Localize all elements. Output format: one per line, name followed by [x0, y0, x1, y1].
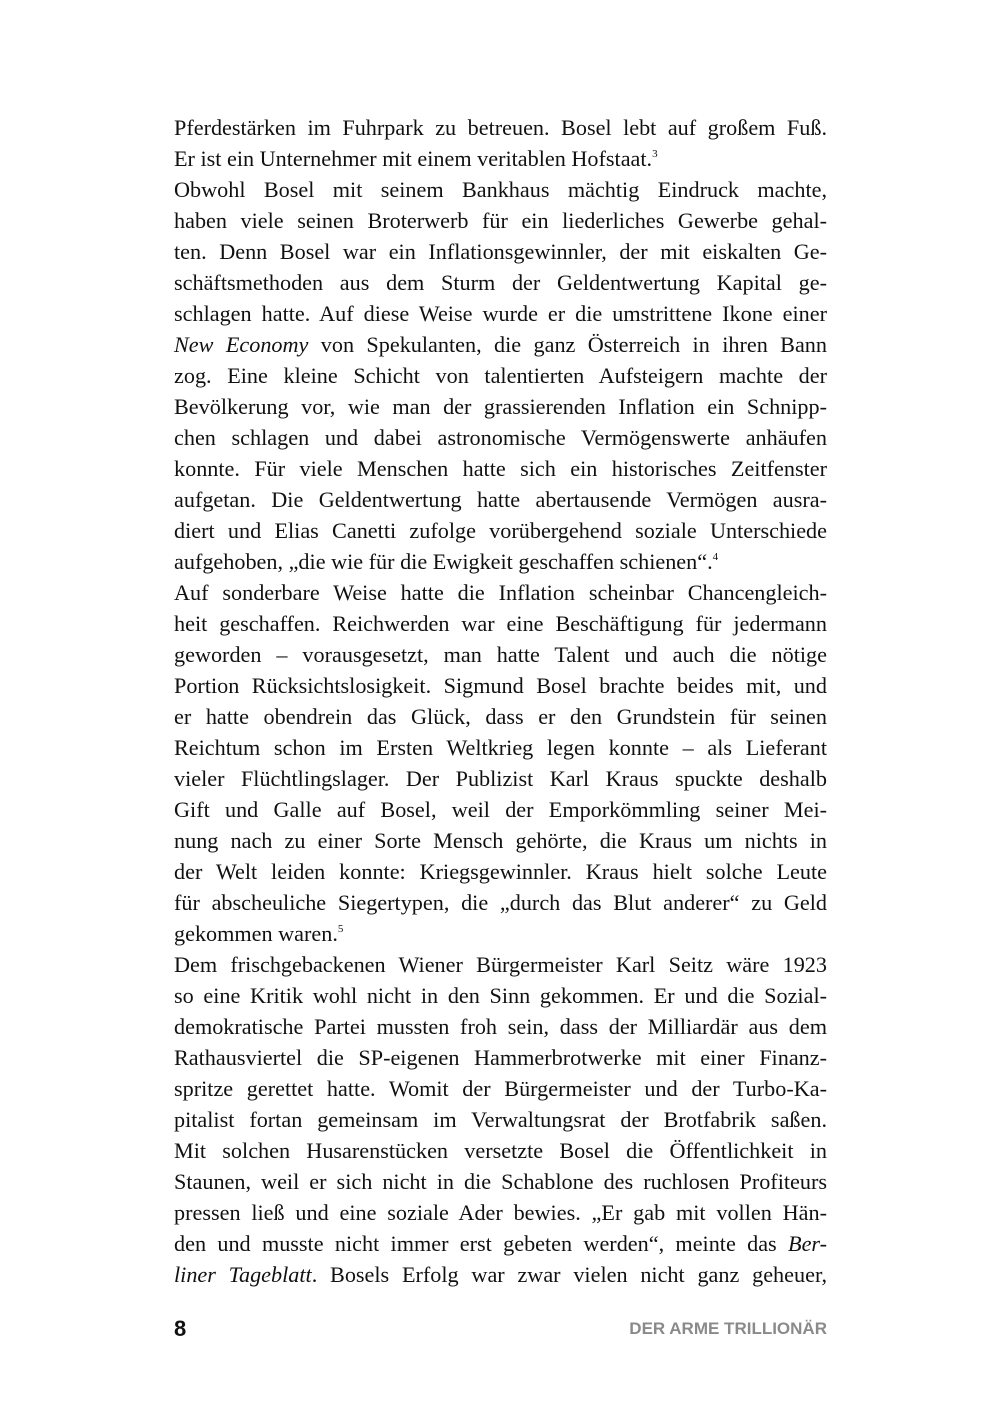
text-line: Er ist ein Unternehmer mit einem veritablen Hofstaat.$^3$ — [174, 146, 658, 171]
text-line: Rathausviertel die SP-eigenen Hammerbrotwerke mit einer Finanz- — [174, 1045, 827, 1070]
text-line: heit geschaffen. Reichwerden war eine Beschäftigung für jedermann — [174, 611, 827, 636]
text-line: Pferdestärken im Fuhrpark zu betreuen. Bosel lebt auf großem Fuß. — [174, 115, 827, 140]
running-title: DER ARME TRILLIONÄR — [629, 1319, 827, 1338]
text-line: Reichtum schon im Ersten Weltkrieg legen konnte – als Lieferant — [174, 735, 827, 760]
text-line: Gift und Galle auf Bosel, weil der Emporkömmling seiner Mei- — [174, 797, 827, 822]
text-line: Obwohl Bosel mit seinem Bankhaus mächtig Eindruck machte, — [174, 177, 827, 202]
body-text — [174, 112, 827, 1290]
text-line: Bevölkerung vor, wie man der grassierenden Inflation ein Schnipp- — [174, 394, 827, 419]
text-line: Mit solchen Husarenstücken versetzte Bosel die Öffentlichkeit in — [174, 1138, 827, 1163]
text-line: Auf sonderbare Weise hatte die Inflation scheinbar Chancengleich- — [174, 580, 827, 605]
text-line: liner Tageblatt. Bosels Erfolg war zwar vielen nicht ganz geheuer, — [174, 1262, 827, 1287]
italic-term: Ber- — [788, 1231, 827, 1256]
paragraph-2 — [174, 174, 827, 577]
text-line: ten. Denn Bosel war ein Inflationsgewinnler, der mit eiskalten Ge- — [174, 239, 827, 264]
footnote-marker: 3 — [652, 148, 658, 160]
text-line: nung nach zu einer Sorte Mensch gehörte, die Kraus um nichts in — [174, 828, 827, 853]
text-line: Staunen, weil er sich nicht in die Schablone des ruchlosen Profiteurs — [174, 1169, 827, 1194]
text-line: so eine Kritik wohl nicht in den Sinn gekommen. Er und die Sozial- — [174, 983, 827, 1008]
footnote-marker: 5 — [337, 923, 344, 935]
text-line: geworden – vorausgesetzt, man hatte Talent und auch die nötige — [174, 642, 827, 667]
text-line: demokratische Partei mussten froh sein, dass der Milliardär aus dem — [174, 1014, 827, 1039]
text-line: diert und Elias Canetti zufolge vorübergehend soziale Unterschiede — [174, 518, 827, 543]
paragraph-4 — [174, 949, 827, 1290]
text-line: Portion Rücksichtslosigkeit. Sigmund Bosel brachte beides mit, und — [174, 673, 827, 698]
text-line: vieler Flüchtlingslager. Der Publizist Karl Kraus spuckte deshalb — [174, 766, 827, 791]
text-line: schlagen hatte. Auf diese Weise wurde er die umstrittene Ikone einer — [174, 301, 827, 326]
text-line: pitalist fortan gemeinsam im Verwaltungsrat der Brotfabrik saßen. — [174, 1107, 827, 1132]
text-line: er hatte obendrein das Glück, dass er den Grundstein für seinen — [174, 704, 827, 729]
italic-term: liner Tageblatt — [174, 1262, 312, 1287]
italic-term: New Economy — [174, 332, 309, 357]
text-line: haben viele seinen Broterwerb für ein liederliches Gewerbe gehal- — [174, 208, 827, 233]
text-line: konnte. Für viele Menschen hatte sich ein historisches Zeitfenster — [174, 456, 827, 481]
text-line: der Welt leiden konnte: Kriegsgewinnler. Kraus hielt solche Leute — [174, 859, 827, 884]
page-number: 8 — [174, 1316, 187, 1341]
text-line: pressen ließ und eine soziale Ader bewies. „Er gab mit vollen Hän- — [174, 1200, 827, 1225]
text-line: gekommen waren.$^5$ — [174, 921, 344, 946]
text-line: New Economy von Spekulanten, die ganz Österreich in ihren Bann — [174, 332, 827, 357]
text-line: Dem frischgebackenen Wiener Bürgermeister Karl Seitz wäre 1923 — [174, 952, 827, 977]
text-line: spritze gerettet hatte. Womit der Bürgermeister und der Turbo-Ka- — [174, 1076, 827, 1101]
text-line: aufgehoben, „die wie für die Ewigkeit geschaffen schienen“.$^4$ — [174, 549, 719, 574]
paragraph-3 — [174, 577, 827, 949]
text-line: aufgetan. Die Geldentwertung hatte abertausende Vermögen ausra- — [174, 487, 827, 512]
text-line: den und musste nicht immer erst gebeten werden“, meinte das Ber- — [174, 1231, 827, 1256]
text-line: schäftsmethoden aus dem Sturm der Geldentwertung Kapital ge- — [174, 270, 827, 295]
text-line: für abscheuliche Siegertypen, die „durch das Blut anderer“ zu Geld — [174, 890, 827, 915]
text-line: chen schlagen und dabei astronomische Vermögenswerte anhäufen — [174, 425, 827, 450]
footnote-marker: 4 — [712, 551, 719, 563]
text-line: zog. Eine kleine Schicht von talentierten Aufsteigern machte der — [174, 363, 827, 388]
paragraph-1 — [174, 112, 827, 174]
